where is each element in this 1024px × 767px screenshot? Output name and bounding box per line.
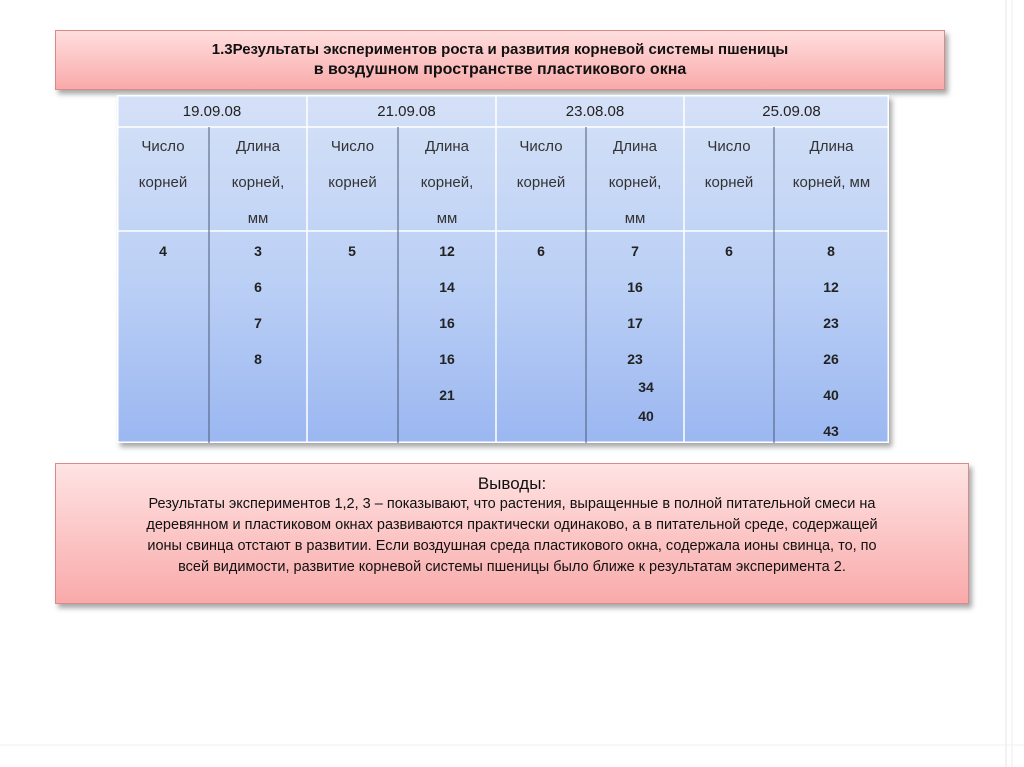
header-line: мм	[624, 210, 646, 227]
header-count	[117, 129, 209, 201]
root-length-value: 6	[254, 279, 262, 295]
root-length-value: 8	[254, 351, 262, 367]
root-length-value: 23	[627, 351, 643, 367]
header-line: Число	[141, 138, 185, 155]
header-length	[774, 129, 889, 201]
root-length-value: 43	[823, 423, 839, 439]
title-line-2: в воздушном пространстве пластикового окна	[313, 61, 687, 78]
root-length-value: 34	[638, 379, 654, 395]
header-line: корней, мм	[792, 174, 871, 191]
root-length-value: 3	[254, 243, 262, 259]
header-count	[496, 129, 586, 201]
header-line: Число	[707, 138, 751, 155]
results-table	[117, 95, 889, 443]
root-length-value: 21	[439, 387, 455, 403]
header-line: корней,	[231, 174, 285, 191]
date-cell: 25.09.08	[762, 103, 821, 120]
title-box	[55, 30, 945, 90]
header-line: корней	[516, 174, 566, 191]
header-length	[586, 129, 684, 237]
header-line: Число	[330, 138, 375, 155]
root-length-value: 26	[823, 351, 839, 367]
root-length-value: 12	[823, 279, 839, 295]
title-line-1: 1.3Результаты экспериментов роста и развития корневой системы пшеницы	[211, 41, 789, 58]
conclusion-line: деревянном и пластиковом окнах развиваются практически одинаково, а в питательной среде, содержащей	[146, 517, 878, 533]
header-line: корней	[138, 174, 188, 191]
header-count	[307, 129, 398, 201]
root-length-value: 40	[638, 408, 654, 424]
conclusion-line: Результаты экспериментов 1,2, 3 – показывают, что растения, выращенные в полной питательной смеси на	[148, 496, 876, 512]
root-length-value: 17	[627, 315, 643, 331]
root-count-value: 4	[159, 243, 167, 259]
date-cell: 21.09.08	[377, 103, 436, 120]
root-length-value: 16	[627, 279, 643, 295]
conclusion-line: всей видимости, развитие корневой системы пшеницы было ближе к результатам эксперимента 2.	[178, 559, 846, 575]
root-length-value: 7	[254, 315, 262, 331]
root-length-value: 7	[631, 243, 639, 259]
header-line: Длина	[809, 138, 854, 155]
root-length-value: 23	[823, 315, 839, 331]
header-line: Длина	[613, 138, 657, 155]
conclusion-text	[56, 494, 968, 578]
conclusion-heading: Выводы:	[477, 474, 547, 493]
header-line: Число	[519, 138, 563, 155]
conclusion-box	[55, 463, 969, 604]
date-cell: 19.09.08	[182, 103, 242, 120]
root-count-value: 6	[537, 243, 545, 259]
root-length-value: 8	[827, 243, 835, 259]
root-length-value: 16	[439, 315, 455, 331]
date-cell: 23.08.08	[565, 103, 625, 120]
header-line: мм	[436, 210, 458, 227]
root-length-value: 40	[823, 387, 839, 403]
conclusion-line: ионы свинца отстают в развитии. Если воздушная среда пластикового окна, содержала ионы свинца, то, по	[147, 538, 877, 554]
root-length-value: 16	[439, 351, 455, 367]
header-line: корней	[328, 174, 377, 191]
header-line: мм	[247, 210, 269, 227]
header-line: корней,	[608, 174, 662, 191]
header-line: корней	[704, 174, 754, 191]
header-line: корней,	[420, 174, 474, 191]
header-length	[209, 129, 307, 237]
header-length	[398, 129, 496, 237]
root-count-value: 6	[725, 243, 733, 259]
root-length-value: 12	[439, 243, 455, 259]
root-length-value: 14	[439, 279, 455, 295]
header-line: Длина	[425, 138, 469, 155]
root-count-value: 5	[348, 243, 356, 259]
header-count	[684, 129, 774, 201]
header-line: Длина	[236, 138, 280, 155]
